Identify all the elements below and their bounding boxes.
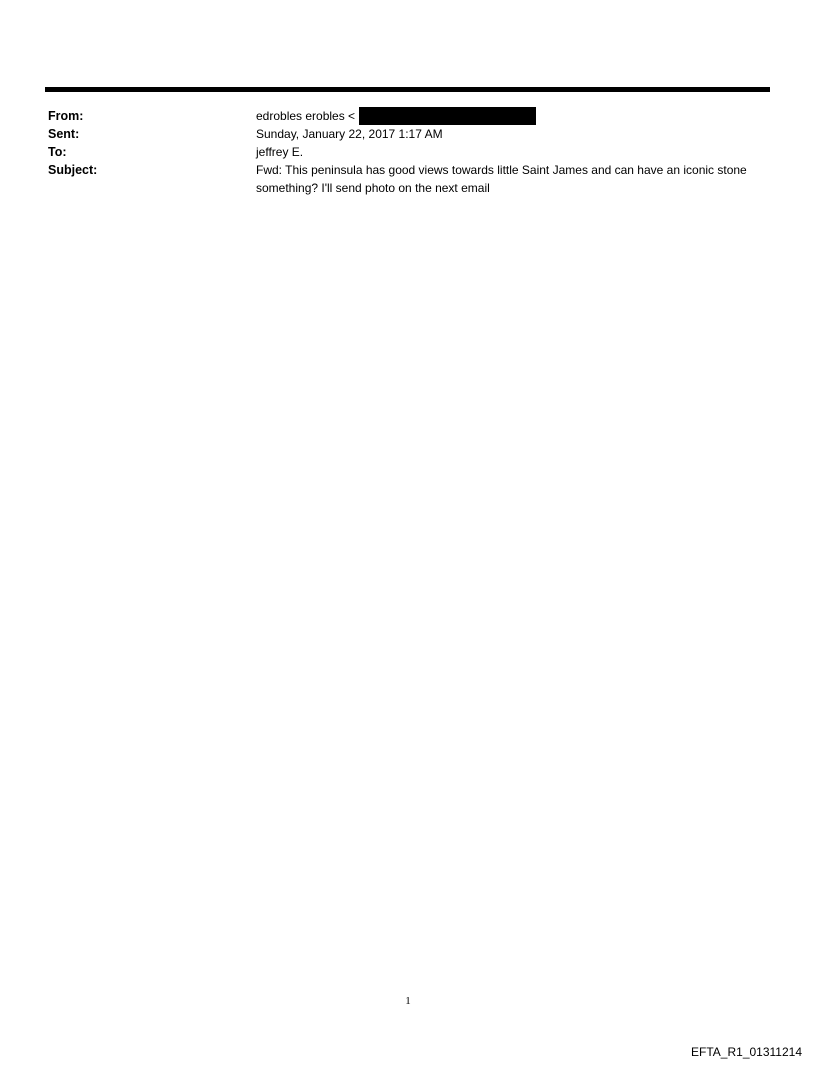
- sent-row: [48, 125, 768, 143]
- from-value-container: [256, 107, 768, 125]
- from-label: From:: [48, 109, 84, 123]
- to-value: jeffrey E.: [256, 145, 304, 159]
- from-value: edrobles erobles <: [256, 109, 356, 123]
- subject-value: Fwd: This peninsula has good views towards little Saint James and can have an iconic stone something? I'll send photo on the next email: [256, 163, 747, 195]
- header-rule: [45, 87, 770, 92]
- to-label: To:: [48, 145, 67, 159]
- redaction-block: [359, 107, 536, 125]
- subject-row: [48, 161, 768, 197]
- from-row: [48, 107, 768, 125]
- email-header: [48, 107, 768, 197]
- subject-label: Subject:: [48, 163, 98, 177]
- sent-value: Sunday, January 22, 2017 1:17 AM: [256, 127, 443, 141]
- bates-number: EFTA_R1_01311214: [691, 1045, 802, 1059]
- page-number: 1: [405, 995, 411, 1007]
- to-row: [48, 143, 768, 161]
- sent-label: Sent:: [48, 127, 80, 141]
